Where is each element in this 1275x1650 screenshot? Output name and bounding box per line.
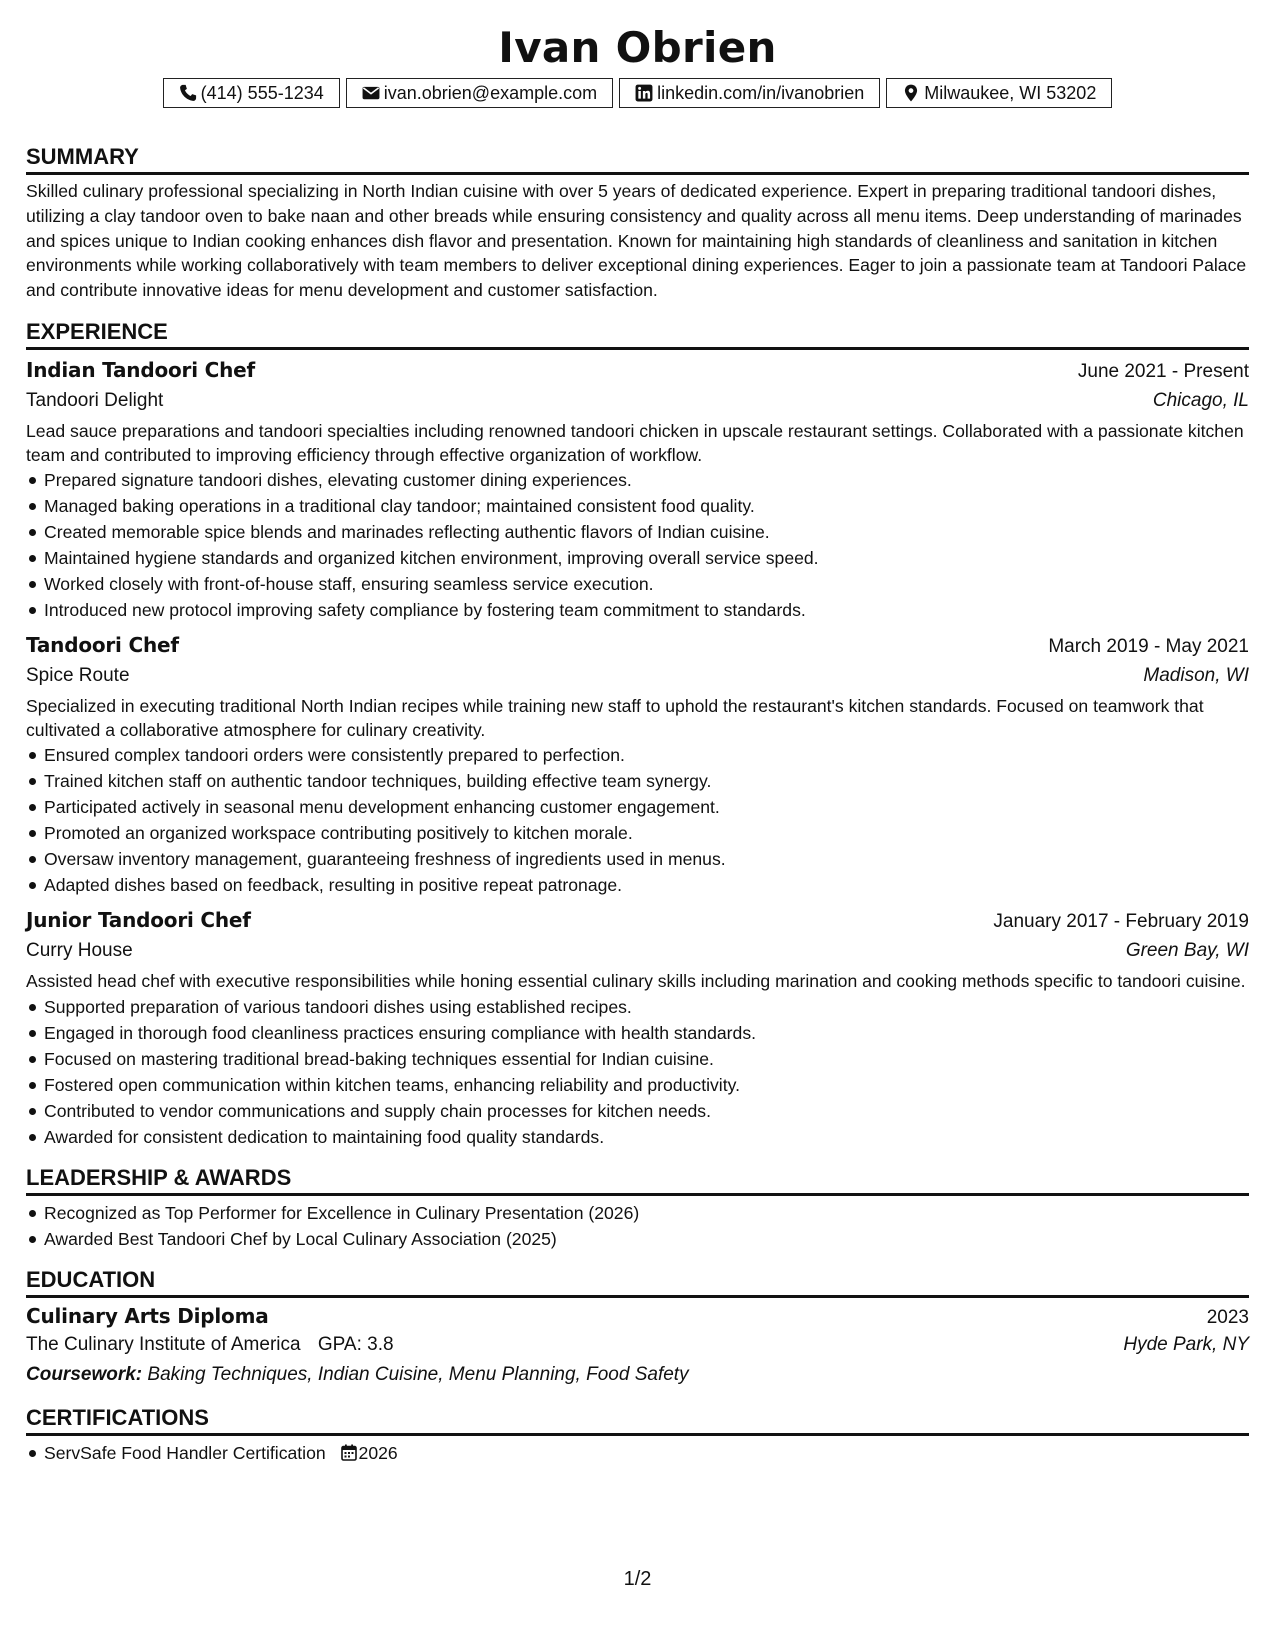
awards-list xyxy=(26,1200,1249,1252)
list-item: Participated actively in seasonal menu development enhancing customer engagement. xyxy=(44,794,1249,820)
job-dates: January 2017 - February 2019 xyxy=(993,911,1249,933)
page-number: 1/2 xyxy=(623,1568,652,1590)
envelope-icon xyxy=(362,84,380,102)
coursework-label: Coursework: xyxy=(26,1363,143,1385)
summary-section xyxy=(26,143,1249,303)
list-item: Trained kitchen staff on authentic tandoor techniques, building effective team synergy. xyxy=(44,768,1249,794)
job-title: Tandoori Chef xyxy=(26,633,179,658)
school-location: Hyde Park, NY xyxy=(1123,1333,1249,1355)
coursework-list: Baking Techniques, Indian Cuisine, Menu Planning, Food Safety xyxy=(147,1363,689,1385)
contact-phone[interactable] xyxy=(163,78,340,108)
list-item xyxy=(44,1440,1249,1466)
list-item: Promoted an organized workspace contributing positively to kitchen morale. xyxy=(44,820,1249,846)
list-item: Ensured complex tandoori orders were consistently prepared to perfection. xyxy=(44,742,1249,768)
job-description: Assisted head chef with executive responsibilities while honing essential culinary skills including marination and cooking methods specific to tandoori cuisine. xyxy=(26,971,1246,992)
list-item: Fostered open communication within kitchen teams, enhancing reliability and productivity. xyxy=(44,1072,1249,1098)
calendar-icon xyxy=(341,1444,357,1461)
job-entry xyxy=(26,908,1249,1150)
list-item: Awarded Best Tandoori Chef by Local Culinary Association (2025) xyxy=(44,1226,1249,1252)
contact-location-text: Milwaukee, WI 53202 xyxy=(924,82,1097,103)
list-item: Created memorable spice blends and marinades reflecting authentic flavors of Indian cuisine. xyxy=(44,519,1249,545)
degree-title: Culinary Arts Diploma xyxy=(26,1303,269,1328)
job-bullets xyxy=(26,994,1249,1150)
list-item: Introduced new protocol improving safety compliance by fostering team commitment to standards. xyxy=(44,597,1249,623)
summary-heading: SUMMARY xyxy=(26,143,1249,175)
certification-name: ServSafe Food Handler Certification xyxy=(44,1442,326,1463)
leadership-section xyxy=(26,1164,1249,1252)
contact-email-text: ivan.obrien@example.com xyxy=(383,82,598,103)
job-title: Indian Tandoori Chef xyxy=(26,357,256,382)
gpa: GPA: 3.8 xyxy=(317,1333,394,1355)
job-bullets xyxy=(26,742,1249,898)
job-entry xyxy=(26,358,1249,623)
job-title: Junior Tandoori Chef xyxy=(26,908,251,933)
list-item: Worked closely with front-of-house staff, ensuring seamless service execution. xyxy=(44,571,1249,597)
contact-email[interactable] xyxy=(346,78,613,108)
job-location: Green Bay, WI xyxy=(1125,940,1249,962)
list-item: Contributed to vendor communications and supply chain processes for kitchen needs. xyxy=(44,1098,1249,1124)
experience-heading: EXPERIENCE xyxy=(26,318,1249,350)
linkedin-icon xyxy=(635,84,653,102)
education-heading: EDUCATION xyxy=(26,1266,1249,1298)
job-dates: June 2021 - Present xyxy=(1077,360,1249,382)
education-section xyxy=(26,1266,1249,1386)
list-item: Maintained hygiene standards and organized kitchen environment, improving overall service speed. xyxy=(44,545,1249,571)
summary-text: Skilled culinary professional specializing in North Indian cuisine with over 5 years of dedicated experience. Expert in preparing traditional tandoori dishes, utilizing a clay tandoor oven to bake naan and other breads while ensuring consistency and quality across all menu items. Deep understanding of marinades and spices unique to Indian cooking enhances dish flavor and presentation. Known for maintaining high standards of cleanliness and sanitation in kitchen environments while working collaboratively with team members to deliver exceptional dining experiences. Eager to join a passionate team at Tandoori Palace and contribute innovative ideas for menu development and customer satisfaction. xyxy=(26,181,1247,301)
certifications-heading: CERTIFICATIONS xyxy=(26,1404,1249,1436)
graduation-year: 2023 xyxy=(1206,1306,1249,1328)
job-location: Chicago, IL xyxy=(1152,389,1249,411)
job-bullets xyxy=(26,467,1249,623)
coursework xyxy=(26,1364,1249,1386)
job-dates: March 2019 - May 2021 xyxy=(1048,636,1249,658)
contact-bar xyxy=(26,78,1249,108)
job-description: Lead sauce preparations and tandoori specialties including renowned tandoori chicken in upscale restaurant settings. Collaborated with a passionate kitchen team and contributed to improving efficiency through effective organization of workflow. xyxy=(26,420,1244,465)
list-item: Prepared signature tandoori dishes, elevating customer dining experiences. xyxy=(44,467,1249,493)
job-company: Spice Route xyxy=(26,665,130,687)
contact-linkedin-text: linkedin.com/in/ivanobrien xyxy=(657,82,865,103)
list-item: Focused on mastering traditional bread-baking techniques essential for Indian cuisine. xyxy=(44,1046,1249,1072)
list-item: Supported preparation of various tandoori dishes using established recipes. xyxy=(44,994,1249,1020)
experience-section xyxy=(26,318,1249,1150)
candidate-name: Ivan Obrien xyxy=(498,23,777,72)
list-item: Engaged in thorough food cleanliness practices ensuring compliance with health standards. xyxy=(44,1020,1249,1046)
job-company: Tandoori Delight xyxy=(26,389,164,411)
leadership-heading: LEADERSHIP & AWARDS xyxy=(26,1164,1249,1196)
school-name: The Culinary Institute of America xyxy=(26,1333,301,1355)
certifications-section xyxy=(26,1404,1249,1466)
location-pin-icon xyxy=(902,84,920,102)
list-item: Awarded for consistent dedication to maintaining food quality standards. xyxy=(44,1124,1249,1150)
job-description: Specialized in executing traditional North Indian recipes while training new staff to uphold the restaurant's kitchen standards. Focused on teamwork that cultivated a collaborative atmosphere for culinary creativity. xyxy=(26,696,1204,740)
list-item: Managed baking operations in a traditional clay tandoor; maintained consistent food quality. xyxy=(44,493,1249,519)
certifications-list xyxy=(26,1440,1249,1466)
contact-phone-text: (414) 555-1234 xyxy=(200,82,324,103)
job-entry xyxy=(26,633,1249,898)
certification-year: 2026 xyxy=(358,1442,398,1463)
job-location: Madison, WI xyxy=(1143,665,1249,687)
contact-location[interactable] xyxy=(886,78,1112,108)
job-company: Curry House xyxy=(26,940,133,962)
phone-icon xyxy=(179,84,197,102)
list-item: Oversaw inventory management, guaranteeing freshness of ingredients used in menus. xyxy=(44,846,1249,872)
contact-linkedin[interactable] xyxy=(619,78,880,108)
list-item: Recognized as Top Performer for Excellence in Culinary Presentation (2026) xyxy=(44,1200,1249,1226)
list-item: Adapted dishes based on feedback, resulting in positive repeat patronage. xyxy=(44,872,1249,898)
